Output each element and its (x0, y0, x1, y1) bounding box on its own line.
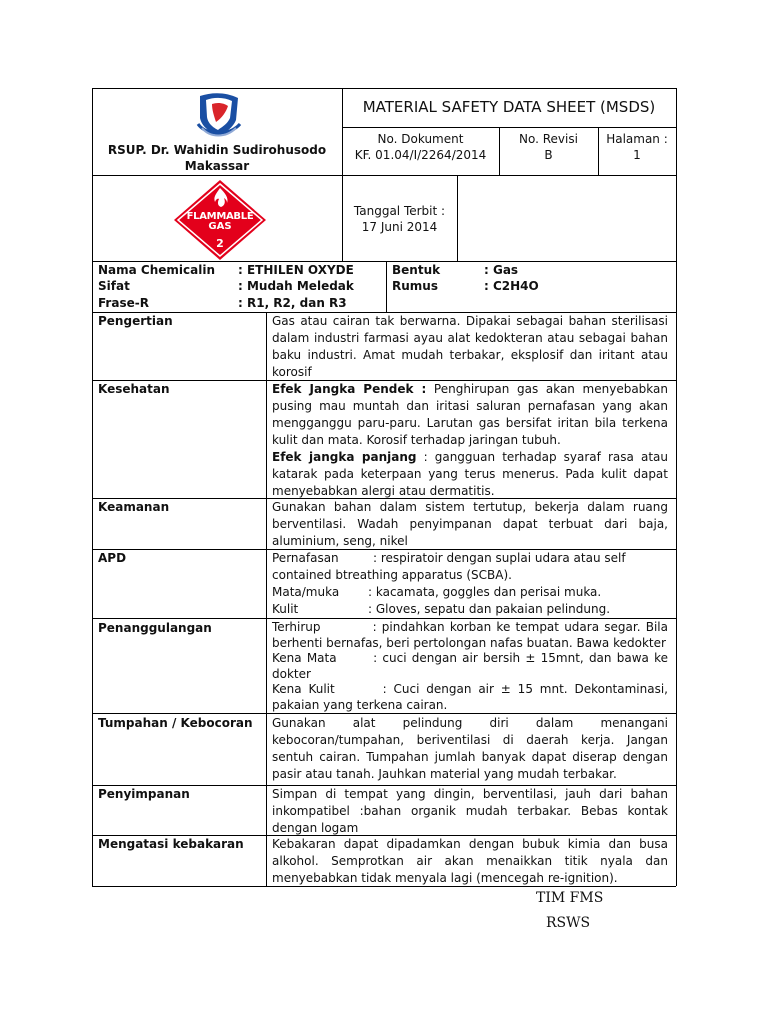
hospital-name: RSUP. Dr. Wahidin Sudirohusodo (107, 143, 327, 157)
penanggulangan-item-kulit (272, 682, 668, 713)
pengertian-label: Pengertian (98, 314, 173, 328)
apd-key: Mata/muka (272, 585, 340, 599)
apd-item-pernafasan (272, 550, 668, 584)
chem-col-divider (386, 261, 387, 312)
kesehatan-content (272, 381, 668, 500)
tanggal-col-divider (457, 175, 458, 261)
penanggulangan-item-terhirup (272, 620, 668, 651)
bentuk-label: Bentuk (392, 263, 441, 277)
tanggal-value: 17 Juni 2014 (361, 220, 438, 234)
document-title: MATERIAL SAFETY DATA SHEET (MSDS) (362, 98, 656, 116)
apd-item-mata (272, 584, 668, 601)
nama-chemical-label: Nama Chemicalin (98, 263, 216, 277)
sign-text-line2: GAS (208, 221, 232, 232)
sign-class-number: 2 (216, 237, 224, 250)
apd-value: : Gloves, sepatu dan pakaian pelindung. (368, 602, 611, 616)
table-border-right (676, 88, 677, 886)
hospital-logo (192, 90, 244, 138)
rumus-value: : C2H4O (484, 279, 539, 293)
efek-panjang-label: Efek jangka panjang (272, 450, 417, 464)
efek-pendek-text: Penghirupan gas akan menyebabkan pusing mau muntah dan iritasi saluran pernafasan yang akan mengganggu paru-paru. Larutan gas bersifat iritan bila terkena kulit dan mata. Korosif terhadap jaringan tubuh. (272, 382, 668, 447)
frase-r-label: Frase-R (98, 296, 149, 310)
kebakaran-label: Mengatasi kebakaran (98, 837, 244, 851)
apd-item-kulit (272, 601, 668, 618)
tanggal-label: Tanggal Terbit : (353, 204, 446, 218)
penanggulangan-key: Terhirup (272, 620, 321, 634)
footer-org: RSWS (546, 915, 591, 931)
halaman-label: Halaman : (606, 132, 668, 146)
apd-content (272, 550, 668, 618)
table-border-top (92, 88, 676, 89)
penanggulangan-value: : Cuci dengan air ± 15 mnt. Dekontaminasi, pakaian yang terkena cairan. (272, 682, 668, 712)
efek-pendek-label: Efek Jangka Pendek : (272, 382, 427, 396)
row-divider-5 (92, 713, 676, 714)
penanggulangan-value: : pindahkan korban ke tempat udara segar. Bila berhenti bernafas, beri pertolongan nafas buatan. Bawa kedokter (272, 620, 668, 650)
sifat-value: : Mudah Meledak (238, 279, 354, 293)
title-divider (342, 127, 676, 128)
nama-chemical-value: : ETHILEN OXYDE (238, 263, 354, 277)
sign-text-line1: FLAMMABLE (186, 211, 254, 222)
apd-value: : kacamata, goggles dan perisai muka. (368, 585, 602, 599)
apd-label: APD (98, 551, 127, 565)
no-dokumen-label: No. Dokument (377, 132, 464, 146)
frase-r-value: : R1, R2, dan R3 (238, 296, 347, 310)
penyimpanan-label: Penyimpanan (98, 787, 190, 801)
penanggulangan-label: Penanggulangan (98, 621, 212, 635)
hospital-logo-icon (192, 90, 244, 138)
penanggulangan-key: Kena Kulit (272, 682, 335, 696)
no-revisi-label: No. Revisi (519, 132, 578, 146)
flammable-gas-sign (172, 178, 268, 262)
row-divider-4 (92, 618, 676, 619)
apd-key: Kulit (272, 602, 299, 616)
kesehatan-label: Kesehatan (98, 382, 170, 396)
no-revisi-value: B (544, 148, 553, 162)
tumpahan-label: Tumpahan / Kebocoran (98, 716, 253, 730)
header-divider (92, 175, 676, 176)
pengertian-text: Gas atau cairan tak berwarna. Dipakai sebagai bahan sterilisasi dalam industri farmasi ayau alat kedokteran atau sebagai bahan baku industri. Amat mudah terbakar, eksplosif dan iritant atau korosif (272, 314, 668, 379)
tumpahan-text: Gunakan alat pelindung diri dalam menangani kebocoran/tumpahan, beriventilasi di daerah kerja. Jangan sentuh cairan. Tumpahan jumlah banyak dapat diserap dengan pasir atau tanah. Jauhkan material yang mudah terbakar. (272, 716, 668, 781)
keamanan-label: Keamanan (98, 500, 170, 514)
efek-panjang-text: : gangguan terhadap syaraf rasa atau katarak pada keterpaan yang terus menerus. Pada kulit dapat menyebabkan alergi atau dermatitis. (272, 450, 668, 498)
label-col-divider (266, 312, 267, 886)
penanggulangan-value: : cuci dengan air bersih ± 15mnt, dan bawa ke dokter (272, 651, 668, 681)
sifat-label: Sifat (98, 279, 130, 293)
penanggulangan-content (272, 620, 668, 713)
kebakaran-text: Kebakaran dapat dipadamkan dengan bubuk kimia dan busa alkohol. Semprotkan air akan menaikkan titik nyala dan menyebabkan tidak menyala lagi (mencegah re-ignition). (272, 837, 668, 885)
footer-team: TIM FMS (536, 890, 604, 906)
rumus-label: Rumus (392, 279, 438, 293)
apd-key: Pernafasan (272, 551, 339, 565)
hospital-city: Makassar (184, 159, 250, 173)
penanggulangan-key: Kena Mata (272, 651, 337, 665)
halaman-value: 1 (633, 148, 641, 162)
penyimpanan-text: Simpan di tempat yang dingin, berventilasi, jauh dari bahan inkompatibel :bahan organik mudah terbakar. Bebas kontak dengan logam (272, 787, 668, 835)
keamanan-text: Gunakan bahan dalam sistem tertutup, bekerja dalam ruang berventilasi. Wadah penyimpanan dapat terbuat dari baja, aluminium, seng, nikel (272, 500, 668, 548)
penanggulangan-item-mata (272, 651, 668, 682)
apd-value: : respiratoir dengan suplai udara atau self contained btreathing apparatus (SCBA). (272, 551, 626, 582)
no-dokumen-value: KF. 01.04/I/2264/2014 (354, 148, 487, 162)
bentuk-value: : Gas (484, 263, 519, 277)
table-border-left (92, 88, 93, 886)
